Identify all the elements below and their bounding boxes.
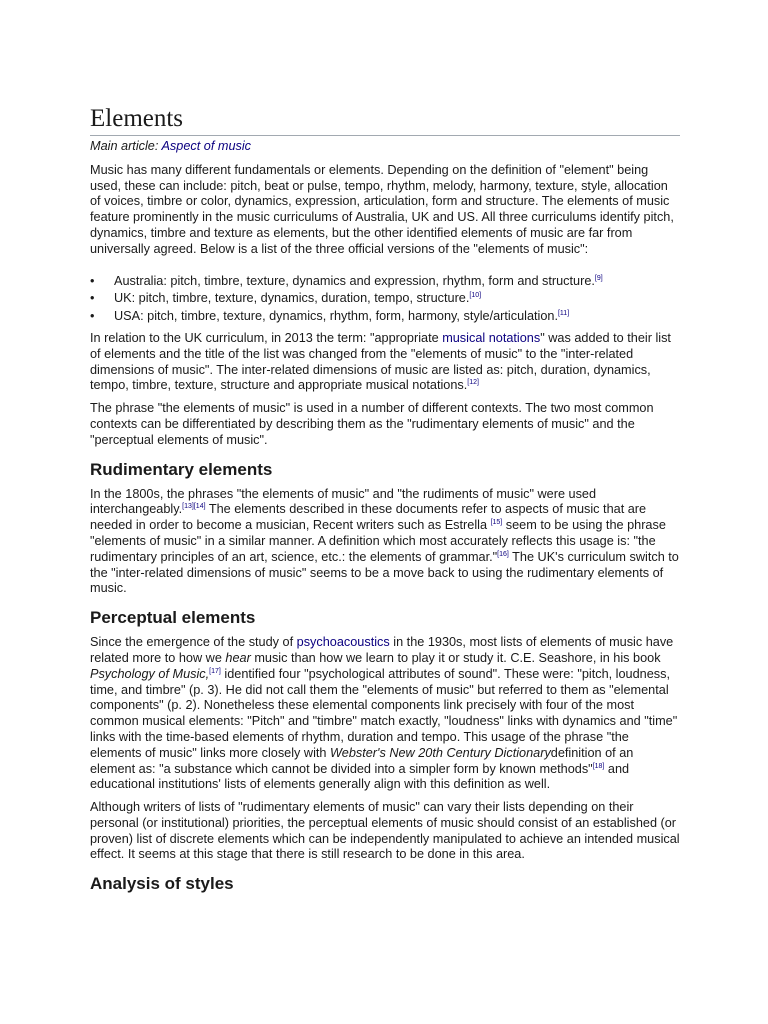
text-run: identified four "psychological attributes of sound". These were: "pitch, loudness, time, and timbre" (p. 3). He did not call them the "elements of music" but referred to them as "elemental components" (p. 2). Nonetheless these elemental components link precisely with four of the most common musical elements: "Pitch" and "timbre" match exactly, "loudness" links with dynamics and "time" links with the time-based elements of rhythm, duration and tempo. This usage of the phrase "the elements of music" links more closely with	[90, 666, 678, 760]
reference-link[interactable]: [9]	[594, 274, 603, 282]
reference-link[interactable]: [14]	[193, 503, 206, 511]
text-run: and educational institutions' lists of elements generally align with this definition as well.	[90, 761, 630, 792]
phrase-contexts-paragraph: The phrase "the elements of music" is used in a number of different contexts. The two most common contexts can be differentiated by describing them as the "rudimentary elements of music" and the "perceptual elements of music".	[90, 401, 654, 447]
text-run: In the 1800s, the phrases "the elements of music" and "the rudiments of music" were used interchangeably.	[90, 486, 597, 517]
text-run: Since the emergence of the study of	[90, 635, 297, 650]
text-run: seem to be using the phrase "elements of music" in a similar manner. A definition which most accurately reflects this usage is: "the rudimentary principles of an art, science, etc.: the elements of grammar."	[90, 518, 666, 564]
curricula-list	[90, 274, 680, 325]
reference-link[interactable]: [15]	[490, 519, 503, 527]
text-run: music than how we learn to play it or study it. C.E. Seashore, in his book	[250, 650, 661, 665]
rudimentary-elements-heading: Rudimentary elements	[90, 459, 273, 479]
dictionary-title: Webster's New 20th Century Dictionary	[330, 745, 551, 760]
hatnote-prefix: Main article:	[90, 139, 162, 153]
analysis-of-styles-heading: Analysis of styles	[90, 874, 234, 894]
article-content	[90, 104, 680, 901]
bullet-glyph: •	[90, 291, 95, 306]
text-run: In relation to the UK curriculum, in 2013 the term: "appropriate	[90, 330, 443, 345]
list-item	[90, 274, 680, 290]
perceptual-elements-heading: Perceptual elements	[90, 608, 256, 628]
reference-link[interactable]: [13]	[182, 503, 194, 511]
emphasis-text: hear	[225, 650, 251, 665]
reference-link[interactable]: [12]	[467, 379, 479, 387]
bullet-glyph: •	[90, 273, 95, 288]
reference-link[interactable]: [18]	[592, 762, 605, 770]
bullet-glyph: •	[90, 309, 95, 324]
reference-link[interactable]: [10]	[469, 292, 482, 300]
reference-link[interactable]: [11]	[557, 310, 570, 318]
text-run: The UK's curriculum switch to the "inter-related dimensions of music" seems to be a move back to using the rudimentary elements of music.	[90, 549, 679, 596]
intro-paragraph: Music has many different fundamentals or elements. Depending on the definition of "element" being used, these can include: pitch, beat or pulse, tempo, rhythm, melody, harmony, texture, style, allocation of voices, timbre or color, dynamics, expression, articulation, form and structure. The elements of music feature prominently in the music curriculums of Australia, UK and US. All three curriculums identify pitch, dynamics, timbre and texture as elements, but the other identified elements of music are far from universally agreed. Below is a list of the three official versions of the "elements of music":	[90, 162, 674, 256]
reference-link[interactable]: [17]	[209, 667, 221, 675]
aspect-of-music-link[interactable]: Aspect of music	[161, 139, 252, 153]
text-run: in the 1930s, most lists of elements of music have related more to how we	[90, 635, 674, 665]
text-run: definition of an element as: "a substance which cannot be divided into a simpler form by known methods"	[90, 745, 634, 776]
list-item-text: Australia: pitch, timbre, texture, dynamics and expression, rhythm, form and structure.	[114, 273, 595, 288]
perceptual-paragraph-2: Although writers of lists of "rudimentary elements of music" can vary their lists depending on their personal (or institutional) priorities, the perceptual elements of music should consist of an established (or proven) list of discrete elements which can be independently manipulated to achieve an intended musical effect. It seems at this stage that there is still research to be done in this area.	[90, 800, 680, 862]
list-item-text: USA: pitch, timbre, texture, dynamics, rhythm, form, harmony, style/articulation.	[114, 309, 558, 324]
list-item-text: UK: pitch, timbre, texture, dynamics, duration, tempo, structure.	[114, 291, 470, 306]
psychoacoustics-link[interactable]: psychoacoustics	[296, 635, 390, 650]
musical-notations-link[interactable]: musical notations	[442, 330, 541, 345]
perceptual-paragraph	[90, 635, 680, 793]
list-item	[90, 309, 680, 325]
list-item	[90, 291, 680, 307]
reference-link[interactable]: [16]	[497, 550, 509, 558]
section-title: Elements	[90, 104, 680, 136]
hatnote	[90, 139, 680, 155]
book-title: Psychology of Music,	[90, 666, 210, 681]
text-run: The elements described in these documents refer to aspects of music that are needed in order to become a musician, Recent writers such as Estrella	[90, 502, 647, 533]
uk-curriculum-paragraph	[90, 331, 680, 394]
text-run: " was added to their list of elements and the title of the list was changed from the "elements of music" to the "inter-related dimensions of music". The inter-related dimensions of music are listed as: pitch, duration, dynamics, tempo, timbre, texture, structure and appropriate musical notations.	[90, 330, 671, 393]
rudimentary-paragraph	[90, 487, 680, 598]
